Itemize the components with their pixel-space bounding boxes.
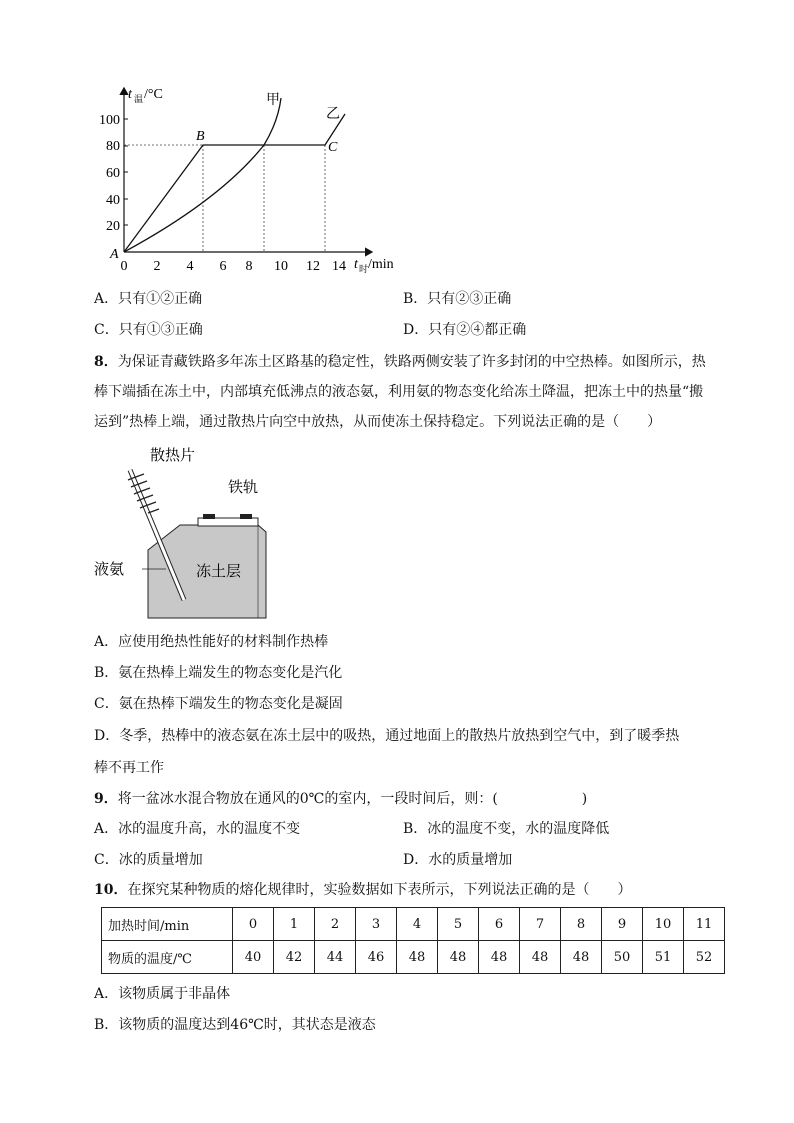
x-tick-label: 10 xyxy=(274,259,288,274)
q8-stem-line3: 运到”热棒上端，通过散热片向空中放热，从而使冻土保持稳定。下列说法正确的是（ ） xyxy=(94,414,662,430)
point-b-label: B xyxy=(196,129,205,144)
y-axis-label-unit: /°C xyxy=(144,87,163,102)
q7-option-d[interactable]: D．只有②④都正确 xyxy=(403,322,527,338)
q8-stem-text: 为保证青藏铁路多年冻土区路基的稳定性，铁路两侧安装了许多封闭的中空热棒。如图所示，热 xyxy=(117,354,706,370)
label-rail: 铁轨 xyxy=(228,480,259,496)
y-tick-label: 20 xyxy=(106,219,120,234)
x-ticks xyxy=(121,259,347,274)
temperature-time-graph xyxy=(100,80,410,280)
table-cell: 10 xyxy=(643,908,684,941)
q8-stem-line1 xyxy=(94,352,706,372)
rail-block-right xyxy=(240,514,252,519)
y-tick-label: 80 xyxy=(106,139,120,154)
table-cell: 40 xyxy=(233,941,274,974)
table-cell: 2 xyxy=(315,908,356,941)
q9-option-a[interactable]: A．冰的温度升高，水的温度不变 xyxy=(94,821,301,837)
curve-jia-line xyxy=(124,98,281,252)
melting-data-table xyxy=(101,907,725,974)
table-cell: 7 xyxy=(520,908,561,941)
x-tick-label: 2 xyxy=(153,259,161,274)
label-liquid-ammonia: 液氨 xyxy=(94,562,125,578)
q7-option-c[interactable]: C．只有①③正确 xyxy=(94,322,203,338)
table-cell: 1 xyxy=(274,908,315,941)
q10-option-a[interactable]: A．该物质属于非晶体 xyxy=(94,986,231,1002)
table-cell: 52 xyxy=(684,941,725,974)
point-c-label: C xyxy=(328,140,338,155)
q8-option-d[interactable]: D．冬季，热棒中的液态氨在冻土层中的吸热，通过地面上的散热片放热到空气中，到了暖季热 xyxy=(94,728,680,744)
rail-base xyxy=(198,518,258,526)
q9-stem xyxy=(94,789,587,809)
q7-option-b[interactable]: B．只有②③正确 xyxy=(403,291,512,307)
table-cell: 44 xyxy=(315,941,356,974)
y-axis-label: t xyxy=(128,87,132,102)
y-axis-label-sub: 温 xyxy=(134,94,144,104)
table-cell: 51 xyxy=(643,941,684,974)
table-cell: 8 xyxy=(561,908,602,941)
q9-number: 9． xyxy=(94,791,118,807)
x-tick-label: 4 xyxy=(186,259,194,274)
x-tick-label: 0 xyxy=(120,259,128,274)
table-cell: 11 xyxy=(684,908,725,941)
table-cell: 4 xyxy=(397,908,438,941)
table-row-time xyxy=(102,908,725,941)
q10-number: 10． xyxy=(94,882,128,898)
table-row-temp xyxy=(102,941,725,974)
table-cell: 48 xyxy=(438,941,479,974)
table-cell: 9 xyxy=(602,908,643,941)
label-frozen-soil: 冻土层 xyxy=(196,564,242,580)
q9-option-d[interactable]: D．水的质量增加 xyxy=(403,852,513,868)
table-header-temp: 物质的温度/℃ xyxy=(102,941,233,974)
table-cell: 3 xyxy=(356,908,397,941)
x-axis-label-unit: /min xyxy=(368,257,394,272)
y-tick-label: 40 xyxy=(106,193,120,208)
q9-stem-text: 将一盆冰水混合物放在通风的0℃的室内，一段时间后，则：( ) xyxy=(117,791,588,807)
curve-yi-line xyxy=(124,114,345,252)
table-cell: 50 xyxy=(602,941,643,974)
table-cell: 48 xyxy=(397,941,438,974)
x-axis-label-sub: 时 xyxy=(359,264,369,274)
table-header-time: 加热时间/min xyxy=(102,908,233,941)
q10-stem xyxy=(94,880,631,900)
q8-number: 8． xyxy=(94,354,118,370)
q9-option-b[interactable]: B．冰的温度不变，水的温度降低 xyxy=(403,821,610,837)
x-axis-label: t xyxy=(354,257,358,272)
guide-lines xyxy=(124,145,325,252)
q10-stem-text: 在探究某种物质的熔化规律时，实验数据如下表所示，下列说法正确的是（ ） xyxy=(127,882,632,898)
q9-option-c[interactable]: C．冰的质量增加 xyxy=(94,852,203,868)
heat-pipe-figure xyxy=(94,440,300,625)
curve-yi-label: 乙 xyxy=(326,107,340,122)
q8-option-a[interactable]: A．应使用绝热性能好的材料制作热棒 xyxy=(94,634,329,650)
table-cell: 42 xyxy=(274,941,315,974)
q7-option-a[interactable]: A．只有①②正确 xyxy=(94,291,203,307)
y-tick-label: 60 xyxy=(106,166,120,181)
q8-option-b[interactable]: B．氨在热棒上端发生的物态变化是汽化 xyxy=(94,665,343,681)
rail-block-left xyxy=(203,514,215,519)
table-cell: 48 xyxy=(520,941,561,974)
table-cell: 46 xyxy=(356,941,397,974)
curve-jia-label: 甲 xyxy=(266,93,280,108)
x-tick-label: 6 xyxy=(219,259,227,274)
table-cell: 48 xyxy=(561,941,602,974)
q8-option-d-cont: 棒不再工作 xyxy=(94,760,164,776)
point-a-label: A xyxy=(110,247,119,262)
table-cell: 5 xyxy=(438,908,479,941)
q8-stem-line2: 棒下端插在冻土中，内部填充低沸点的液态氨，利用氨的物态变化给冻土降温，把冻土中的热量“搬 xyxy=(94,384,704,400)
x-tick-label: 8 xyxy=(245,259,253,274)
q10-option-b[interactable]: B．该物质的温度达到46℃时，其状态是液态 xyxy=(94,1017,376,1033)
x-tick-label: 12 xyxy=(306,259,320,274)
table-cell: 0 xyxy=(233,908,274,941)
y-tick-label: 100 xyxy=(99,113,120,128)
q8-option-c[interactable]: C．氨在热棒下端发生的物态变化是凝固 xyxy=(94,696,343,712)
x-tick-label: 14 xyxy=(332,259,346,274)
table-cell: 48 xyxy=(479,941,520,974)
table-cell: 6 xyxy=(479,908,520,941)
label-heat-sink: 散热片 xyxy=(150,448,196,464)
